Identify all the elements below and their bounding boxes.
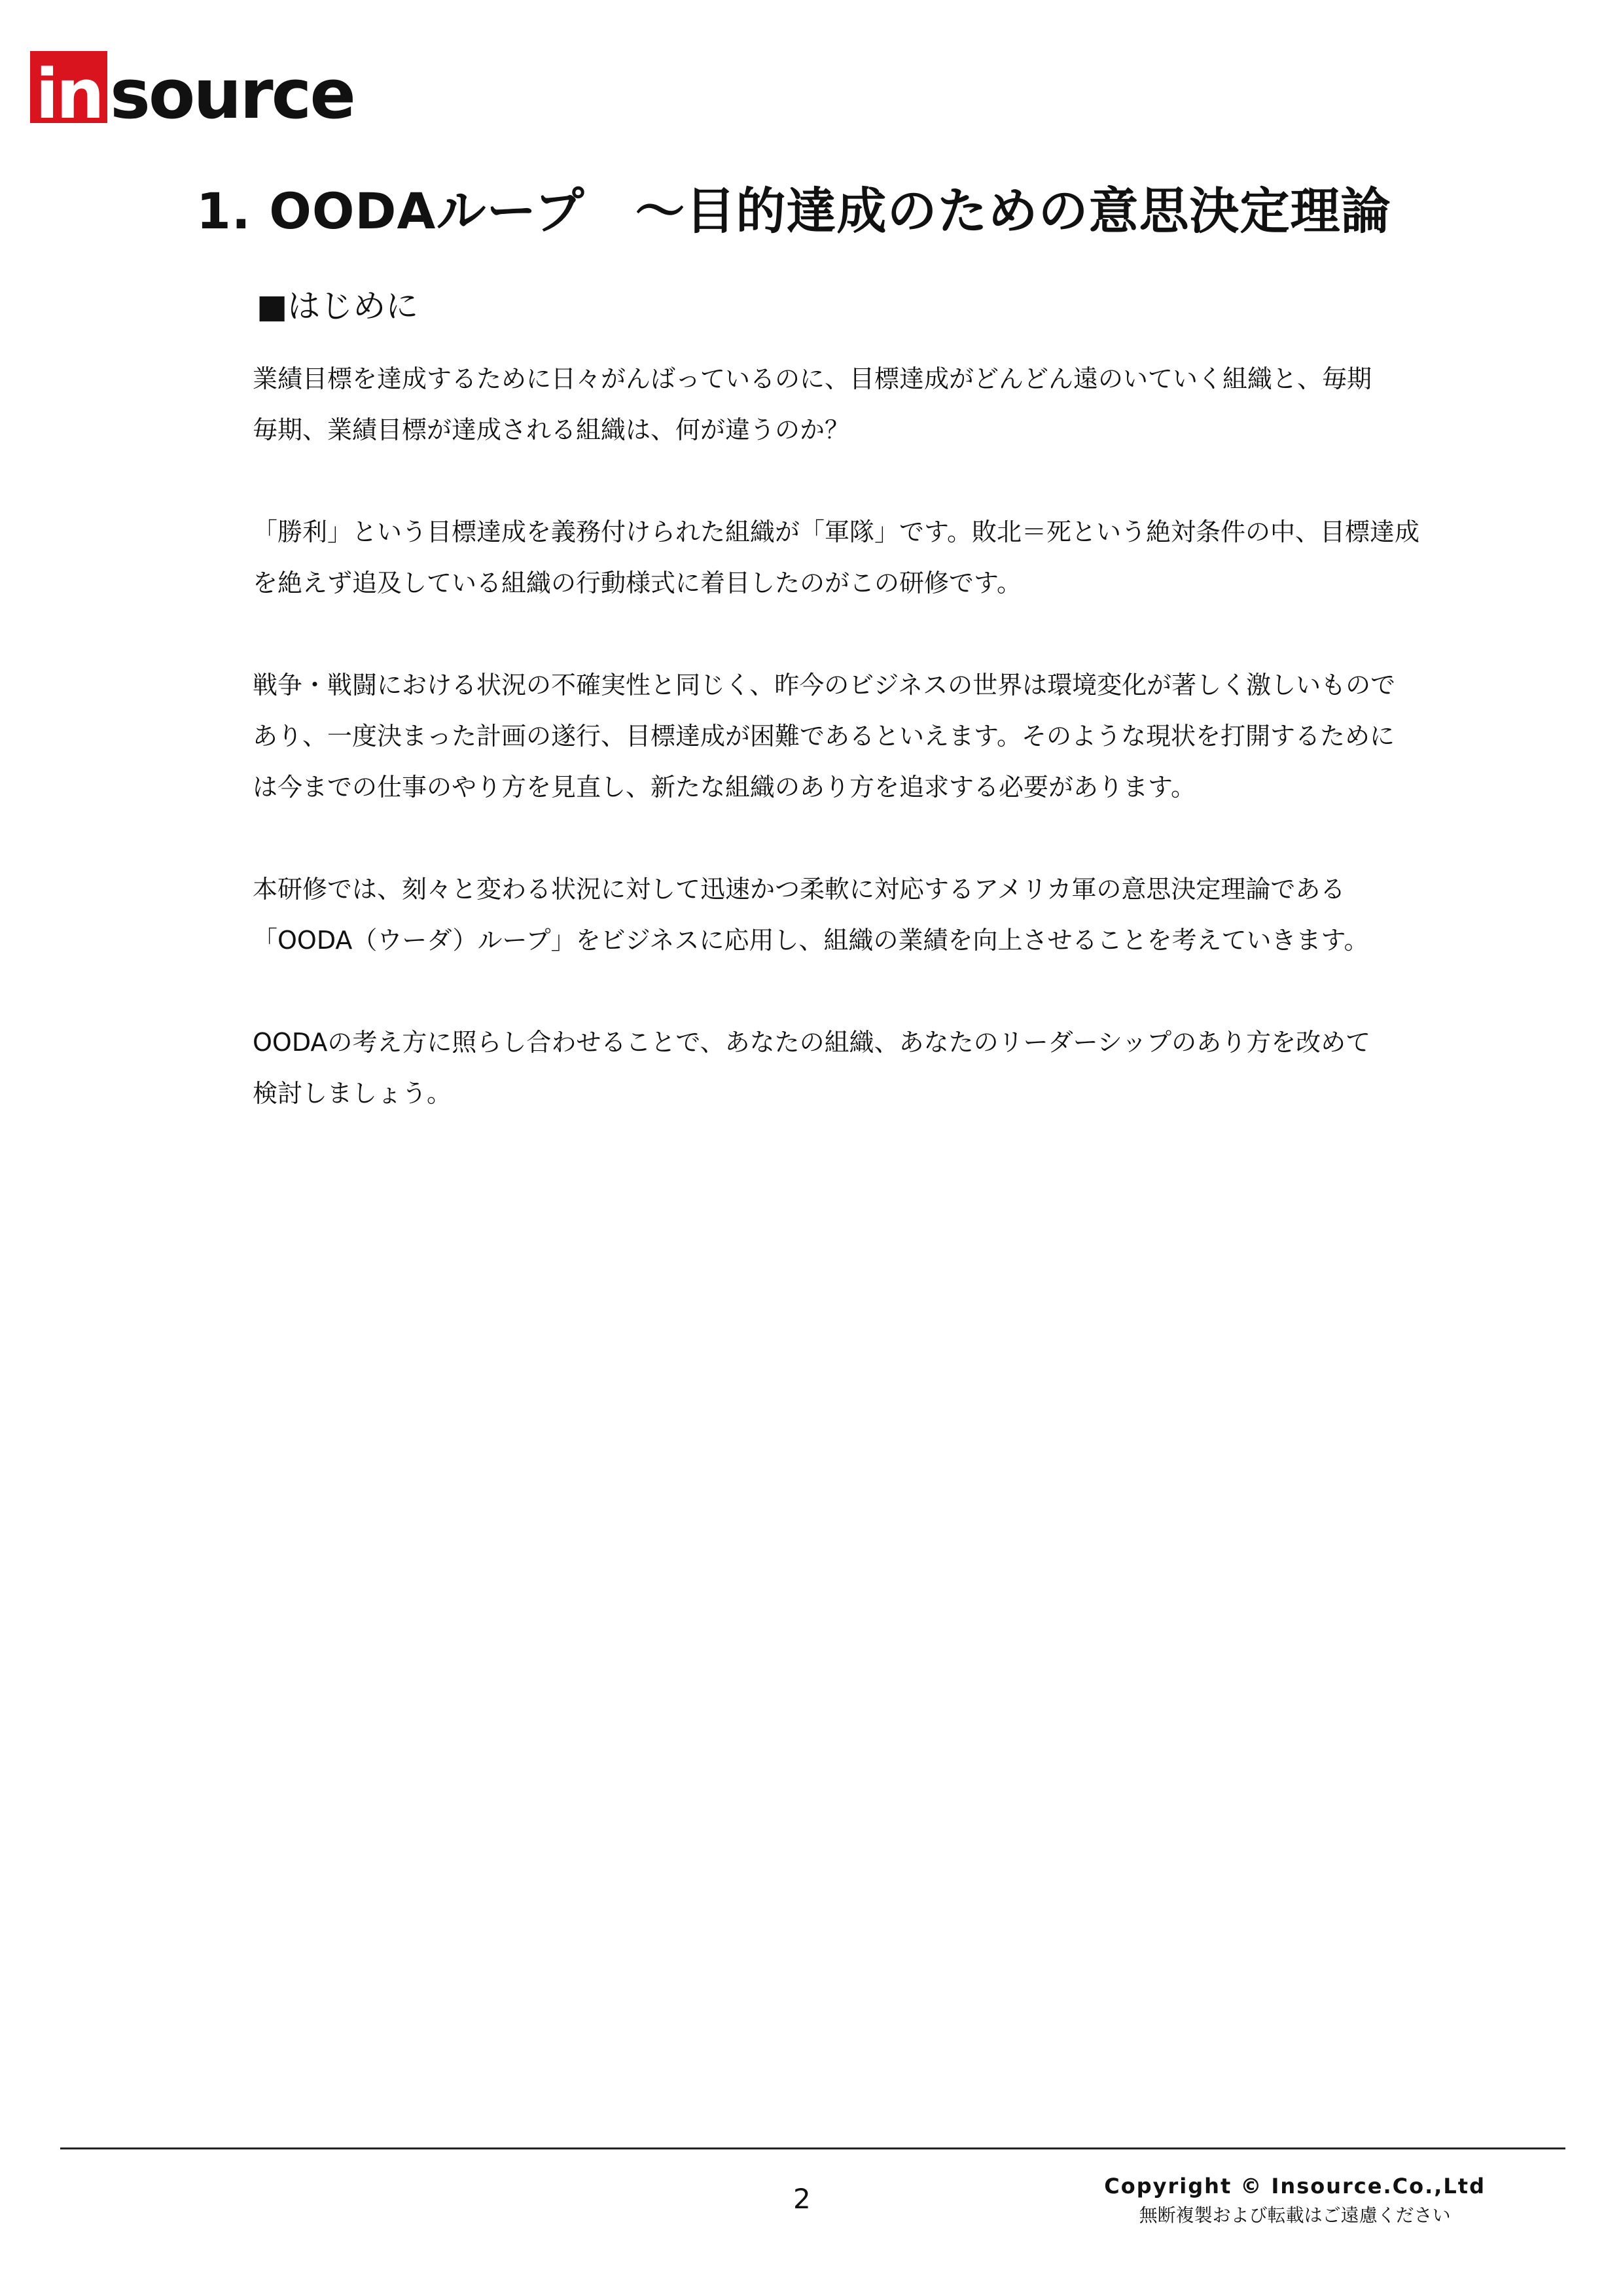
logo-boxed-text: in — [35, 54, 102, 134]
paragraph — [253, 1017, 1496, 1119]
paragraph-line: を絶えず追及している組織の行動様式に着目したのがこの研修です。 — [253, 569, 1022, 597]
paragraph-line: 検討しましょう。 — [253, 1079, 452, 1108]
reproduction-notice: 無断複製および転載はご遠慮ください — [1139, 2204, 1451, 2226]
paragraph-line: 本研修では、刻々と変わる状況に対して迅速かつ柔軟に対応するアメリカ軍の意思決定理論である — [253, 875, 1346, 904]
logo-rest-text: source — [110, 54, 354, 134]
paragraph-line: あり、一度決まった計画の遂行、目標達成が困難であるといえます。そのような現状を打開するために — [253, 722, 1395, 751]
paragraph — [253, 864, 1496, 966]
page-title: 1. OODAループ ～目的達成のための意思決定理論 — [196, 182, 1391, 240]
insource-logo — [30, 51, 354, 134]
copyright-text: Copyright © Insource.Co.,Ltd — [1104, 2174, 1486, 2199]
section-heading: ■はじめに — [257, 287, 419, 325]
copyright-block — [1104, 2174, 1486, 2227]
paragraph-line: 「OODA（ウーダ）ループ」をビジネスに応用し、組織の業績を向上させることを考えていきます。 — [253, 926, 1369, 955]
paragraph-line: OODAの考え方に照らし合わせることで、あなたの組織、あなたのリーダーシップのあり方を改めて — [253, 1028, 1371, 1057]
paragraph-line: 戦争・戦闘における状況の不確実性と同じく、昨今のビジネスの世界は環境変化が著しく激しいもので — [253, 671, 1396, 699]
body-text — [253, 353, 1496, 1170]
paragraph — [253, 506, 1496, 609]
footer-divider — [60, 2147, 1565, 2149]
logo-red-box — [30, 51, 107, 134]
page-number: 2 — [793, 2183, 811, 2215]
paragraph — [253, 660, 1496, 813]
paragraph-line: 毎期、業績目標が達成される組織は、何が違うのか？ — [253, 415, 850, 444]
paragraph-line: 「勝利」という目標達成を義務付けられた組織が「軍隊」です。敗北＝死という絶対条件の中、目標達成 — [253, 518, 1419, 546]
paragraph-line: 業績目標を達成するために日々がんばっているのに、目標達成がどんどん遠のいていく組織と、毎期 — [253, 364, 1372, 393]
paragraph — [253, 353, 1496, 455]
paragraph-line: は今までの仕事のやり方を見直し、新たな組織のあり方を追求する必要があります。 — [253, 773, 1196, 802]
